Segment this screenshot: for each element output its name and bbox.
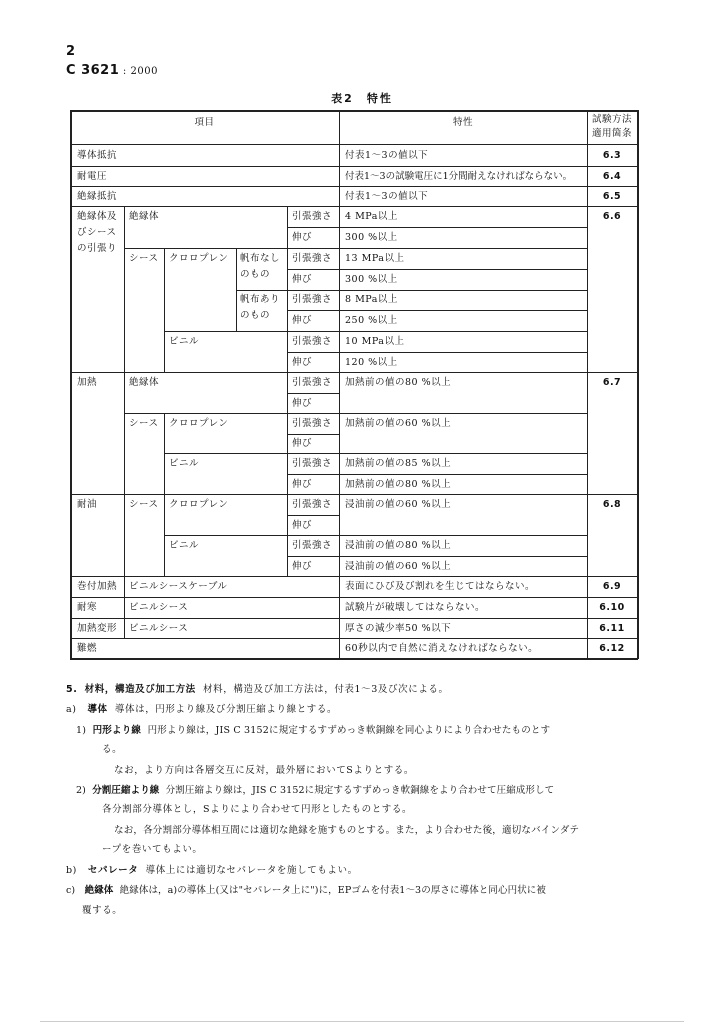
tensile-group-label-3: の引張り	[77, 243, 118, 254]
heating-ins-strength-label: 引張強さ	[292, 377, 333, 388]
heating-vinyl-elong-label: 伸び	[292, 479, 313, 490]
row-insulation-resistance-value: 付表1～3の値以下	[345, 191, 429, 202]
flame-value: 60秒以内で自然に消えなければならない。	[345, 643, 539, 654]
tensile-method: 6.6	[602, 211, 622, 222]
cold-label: 耐寒	[77, 602, 98, 613]
oil-vinyl-elong-label: 伸び	[292, 561, 313, 572]
row-conductor-resistance-method: 6.3	[602, 150, 622, 161]
tensile-insulation-label: 絶縁体	[129, 211, 160, 222]
item-a2	[76, 784, 554, 798]
heating-vinyl-label: ビニル	[169, 458, 200, 469]
oil-chloroprene-label: クロロプレン	[169, 499, 229, 510]
item-a2-text: 分割圧縮より線は，JIS C 3152に規定するすずめっき軟銅線をより合わせて圧縮成形して	[165, 785, 555, 796]
item-b	[66, 864, 358, 878]
tensile-sheath-label: シース	[129, 253, 159, 264]
tensile-no-canvas-2: のもの	[240, 269, 271, 280]
oil-method: 6.8	[602, 499, 622, 510]
tensile-vinyl-label: ビニル	[169, 336, 200, 347]
tensile-chloroprene-label: クロロプレン	[169, 253, 229, 264]
heating-cr-strength-label: 引張強さ	[292, 418, 333, 429]
cold-sub: ビニルシース	[129, 602, 189, 613]
section-5-title: 材料，構造及び加工方法	[84, 684, 196, 695]
row-insulation-resistance-label: 絶縁抵抗	[77, 191, 118, 202]
item-a1-title: 円形より線	[92, 725, 142, 736]
winding-heating-method: 6.9	[602, 581, 622, 592]
tensile-canvas-1: 帆布あり	[240, 294, 281, 305]
row-conductor-resistance-label: 導体抵抗	[77, 150, 118, 161]
page-bottom-rule	[40, 1021, 684, 1022]
item-a2-note-cont: ープを巻いてもよい。	[102, 844, 203, 855]
oil-vinyl-label: ビニル	[169, 540, 200, 551]
heating-vinyl-elong-value: 加熱前の値の80 %以上	[345, 479, 452, 490]
row-withstand-voltage-label: 耐電圧	[77, 171, 108, 182]
heat-deform-label: 加熱変形	[77, 623, 118, 634]
item-c	[66, 884, 546, 898]
winding-heating-label: 巻付加熱	[77, 581, 118, 592]
item-c-cont: 覆する。	[82, 905, 123, 916]
heating-vinyl-strength-label: 引張強さ	[292, 458, 333, 469]
table-caption: 表2 特性	[331, 92, 393, 105]
item-b-title: セパレータ	[87, 865, 139, 876]
tensile-ins-elong-label: 伸び	[292, 232, 313, 243]
tensile-vinyl-strength-value: 10 MPa以上	[345, 336, 405, 347]
heating-insulation-label: 絶縁体	[129, 377, 160, 388]
header-test-method-1: 試験方法	[591, 114, 632, 125]
item-c-text: 絶縁体は，a)の導体上(又は"セパレータ上に")に，EPゴムを付表1～3の厚さに導体と同心円状に被	[119, 885, 546, 896]
tensile-cr-nc-strength-label: 引張強さ	[292, 253, 333, 264]
item-a-label: a)	[66, 704, 77, 715]
item-b-text: 導体上には適切なセパレータを施してもよい。	[145, 865, 358, 876]
tensile-cr-c-elong-value: 250 %以上	[345, 315, 398, 326]
section-5-number: 5.	[66, 684, 78, 695]
tensile-no-canvas-1: 帆布なし	[240, 253, 281, 264]
item-a	[66, 703, 337, 717]
heating-method: 6.7	[602, 377, 622, 388]
oil-sheath-label: シース	[129, 499, 159, 510]
flame-label: 難燃	[77, 643, 98, 654]
item-a-title: 導体	[87, 704, 108, 715]
heat-deform-sub: ビニルシース	[129, 623, 189, 634]
tensile-cr-nc-strength-value: 13 MPa以上	[345, 253, 405, 264]
oil-label: 耐油	[77, 499, 98, 510]
cold-method: 6.10	[599, 602, 625, 613]
tensile-vinyl-elong-label: 伸び	[292, 357, 313, 368]
header-property: 特性	[452, 117, 473, 128]
tensile-cr-c-strength-value: 8 MPa以上	[345, 294, 398, 305]
oil-cr-strength-label: 引張強さ	[292, 499, 333, 510]
flame-method: 6.12	[599, 643, 625, 654]
tensile-cr-c-elong-label: 伸び	[292, 315, 313, 326]
section-5-heading	[66, 683, 449, 697]
heating-ins-value: 加熱前の値の80 %以上	[345, 377, 452, 388]
item-a1-cont: る。	[102, 744, 123, 755]
item-c-label: c)	[66, 885, 76, 896]
item-a1-label: 1)	[76, 725, 87, 736]
winding-heating-value: 表面にひび及び割れを生じてはならない。	[345, 581, 536, 592]
oil-cr-value: 浸油前の値の60 %以上	[345, 499, 452, 510]
oil-vinyl-elong-value: 浸油前の値の60 %以上	[345, 561, 452, 572]
header-item: 項目	[194, 117, 215, 128]
item-a2-title: 分割圧縮より線	[92, 785, 160, 796]
item-a-text: 導体は，円形より線及び分割圧縮より線とする。	[114, 704, 338, 715]
oil-cr-elong-label: 伸び	[292, 520, 313, 531]
heating-ins-elong-label: 伸び	[292, 398, 313, 409]
row-withstand-voltage-method: 6.4	[602, 171, 622, 182]
standard-number: C 3621	[66, 63, 120, 78]
tensile-ins-strength-value: 4 MPa以上	[345, 211, 398, 222]
section-5-text: 材料，構造及び加工方法は，付表1～3及び次による。	[203, 684, 449, 695]
oil-vinyl-strength-label: 引張強さ	[292, 540, 333, 551]
oil-vinyl-strength-value: 浸油前の値の80 %以上	[345, 540, 452, 551]
winding-heating-sub: ビニルシースケーブル	[129, 581, 228, 592]
tensile-ins-elong-value: 300 %以上	[345, 232, 398, 243]
item-a1-text: 円形より線は，JIS C 3152に規定するすずめっき軟銅線を同心よりにより合わせたものとす	[147, 725, 551, 736]
row-conductor-resistance-value: 付表1～3の値以下	[345, 150, 429, 161]
tensile-vinyl-strength-label: 引張強さ	[292, 336, 333, 347]
header-test-method-2: 適用箇条	[591, 128, 632, 139]
tensile-canvas-2: のもの	[240, 310, 271, 321]
standard-id	[66, 63, 158, 78]
item-b-label: b)	[66, 865, 77, 876]
tensile-cr-nc-elong-value: 300 %以上	[345, 274, 398, 285]
tensile-cr-c-strength-label: 引張強さ	[292, 294, 333, 305]
heating-cr-elong-label: 伸び	[292, 438, 313, 449]
cold-value: 試験片が破壊してはならない。	[345, 602, 486, 613]
item-a2-label: 2)	[76, 785, 86, 796]
heating-chloroprene-label: クロロプレン	[169, 418, 229, 429]
heating-vinyl-strength-value: 加熱前の値の85 %以上	[345, 458, 452, 469]
heat-deform-value: 厚さの減少率50 %以下	[345, 623, 452, 634]
standard-year: : 2000	[119, 66, 158, 77]
tensile-group-label-2: びシース	[77, 227, 117, 238]
tensile-vinyl-elong-value: 120 %以上	[345, 357, 398, 368]
row-withstand-voltage-value: 付表1～3の試験電圧に1分間耐えなければならない。	[345, 171, 573, 182]
heat-deform-method: 6.11	[599, 623, 625, 634]
page-number: 2	[66, 44, 76, 59]
tensile-group-label-1: 絶縁体及	[77, 211, 118, 222]
heating-sheath-label: シース	[129, 418, 159, 429]
item-a2-cont: 各分割部分導体とし，Sよりにより合わせて円形としたものとする。	[102, 804, 413, 815]
item-a1	[76, 724, 550, 738]
item-c-title: 絶縁体	[84, 885, 114, 896]
heating-label: 加熱	[77, 377, 98, 388]
heating-cr-value: 加熱前の値の60 %以上	[345, 418, 452, 429]
tensile-cr-nc-elong-label: 伸び	[292, 274, 313, 285]
item-a1-note: なお，より方向は各層交互に反対，最外層においてSよりとする。	[114, 765, 415, 776]
row-insulation-resistance-method: 6.5	[602, 191, 622, 202]
item-a2-note: なお，各分割部分導体相互間には適切な絶縁を施すものとする。また，より合わせた後，適切なバインダテ	[114, 825, 580, 836]
tensile-ins-strength-label: 引張強さ	[292, 211, 333, 222]
